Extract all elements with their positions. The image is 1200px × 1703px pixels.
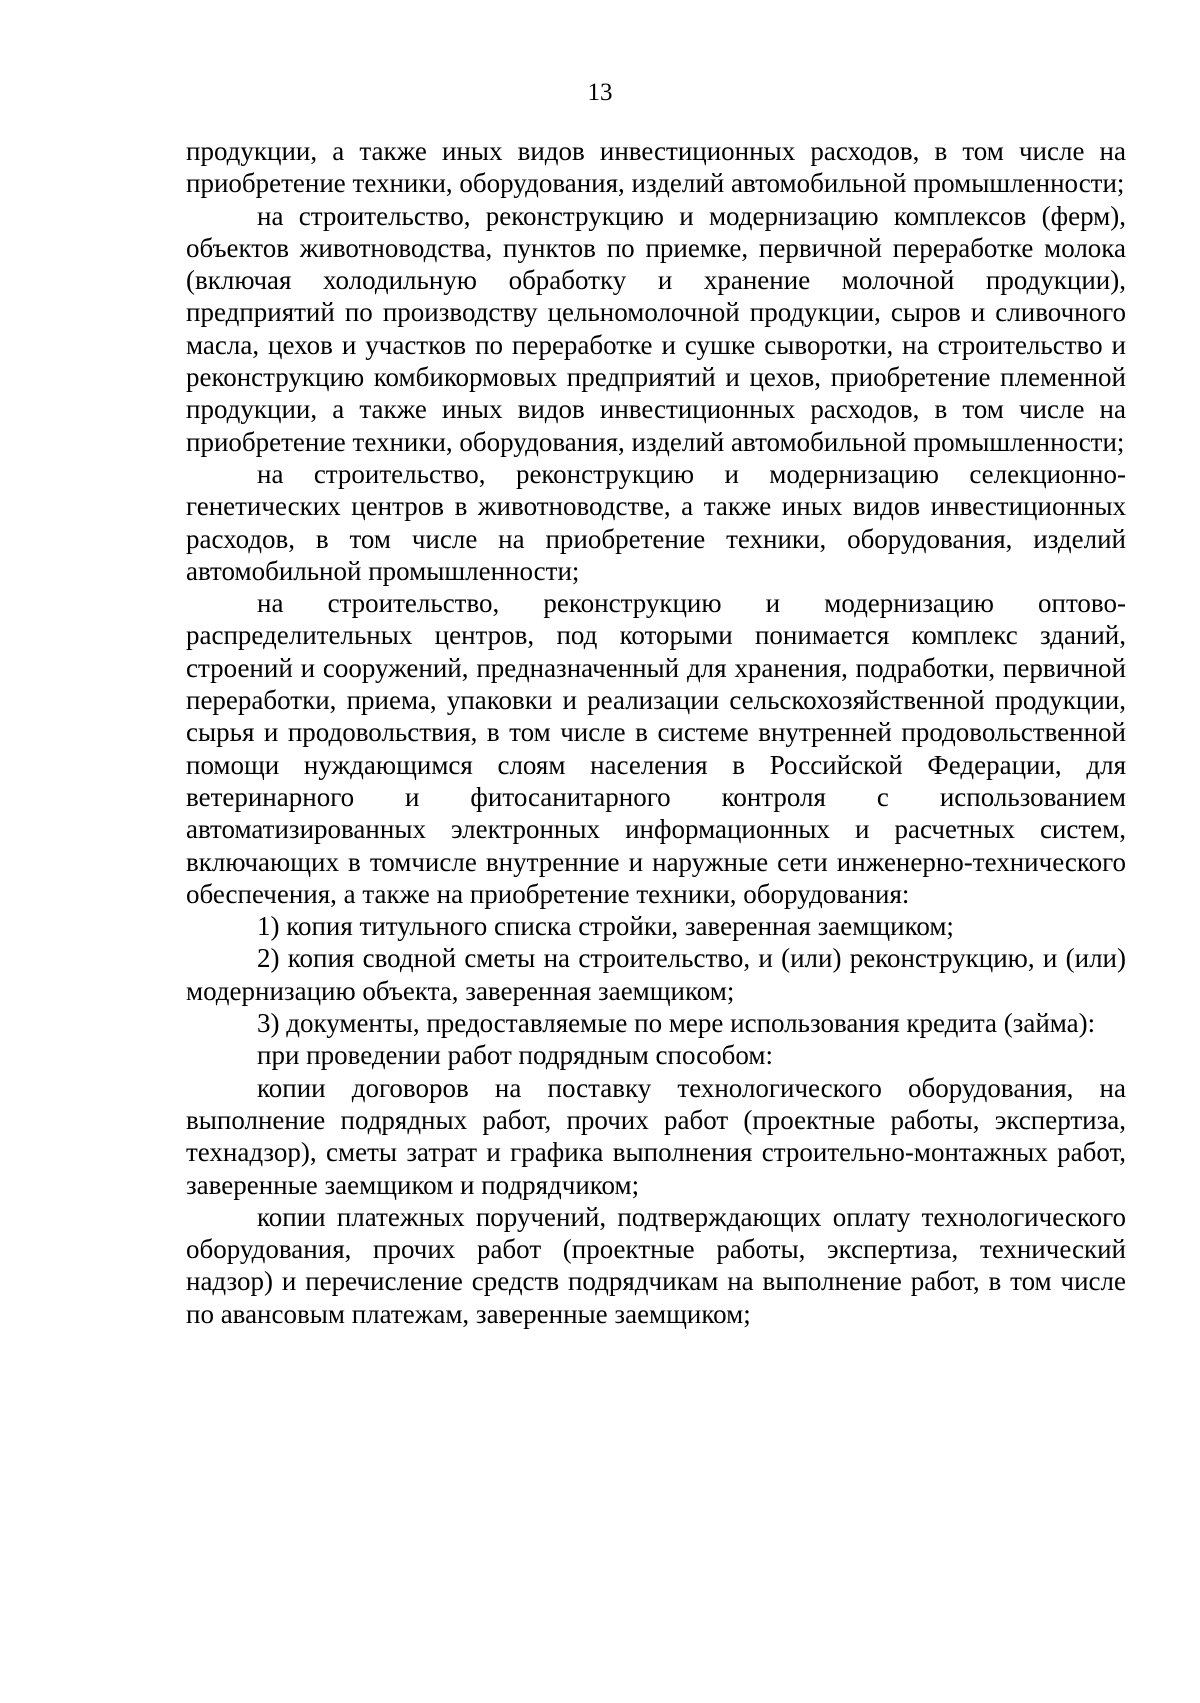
- paragraph: на строительство, реконструкцию и модернизацию селекционно-генетических центров в животноводстве, а также иных видов инвестиционных расходов, в том числе на приобретение техники, оборудования, изделий автомобильной промышленности;: [186, 458, 1126, 586]
- paragraph: копии договоров на поставку технологического оборудования, на выполнение подрядных работ, прочих работ (проектные работы, экспертиза, технадзор), сметы затрат и графика выполнения строительно-монтажных работ, заверенные заемщиком и подрядчиком;: [186, 1072, 1126, 1200]
- paragraph: при проведении работ подрядным способом:: [257, 1040, 773, 1071]
- paragraph: на строительство, реконструкцию и модернизацию комплексов (ферм), объектов животноводства, пунктов по приемке, первичной переработке молока (включая холодильную обработку и хранение молочной продукции), предприятий по производству цельномолочной продукции, сыров и сливочного масла, цехов и участков по переработке и сушке сыворотки, на строительство и реконструкцию комбикормовых предприятий и цехов, приобретение племенной продукции, а также иных видов инвестиционных расходов, в том числе на приобретение техники, оборудования, изделий автомобильной промышленности;: [186, 200, 1126, 457]
- paragraph: продукции, а также иных видов инвестиционных расходов, в том числе на приобретение техники, оборудования, изделий автомобильной промышленности;: [186, 136, 1126, 199]
- page-number: 13: [587, 79, 613, 106]
- paragraph: на строительство, реконструкцию и модернизацию оптово-распределительных центров, под которыми понимается комплекс зданий, строений и сооружений, предназначенный для хранения, подработки, первичной переработки, приема, упаковки и реализации сельскохозяйственной продукции, сырья и продовольствия, в том числе в системе внутренней продовольственной помощи нуждающимся слоям населения в Российской Федерации, для ветеринарного и фитосанитарного контроля с использованием автоматизированных электронных информационных и расчетных систем, включающих в томчисле внутренние и наружные сети инженерно-технического обеспечения, а также на приобретение техники, оборудования:: [186, 588, 1126, 909]
- list-item: 3) документы, предоставляемые по мере использования кредита (займа):: [257, 1008, 1096, 1039]
- document-body: [186, 135, 1126, 1330]
- list-item: 2) копия сводной сметы на строительство, и (или) реконструкцию, и (или) модернизацию объекта, заверенная заемщиком;: [186, 943, 1126, 1006]
- list-item: 1) копия титульного списка стройки, заверенная заемщиком;: [257, 911, 954, 942]
- paragraph: копии платежных поручений, подтверждающих оплату технологического оборудования, прочих работ (проектные работы, экспертиза, технический надзор) и перечисление средств подрядчикам на выполнение работ, в том числе по авансовым платежам, заверенные заемщиком;: [186, 1201, 1126, 1329]
